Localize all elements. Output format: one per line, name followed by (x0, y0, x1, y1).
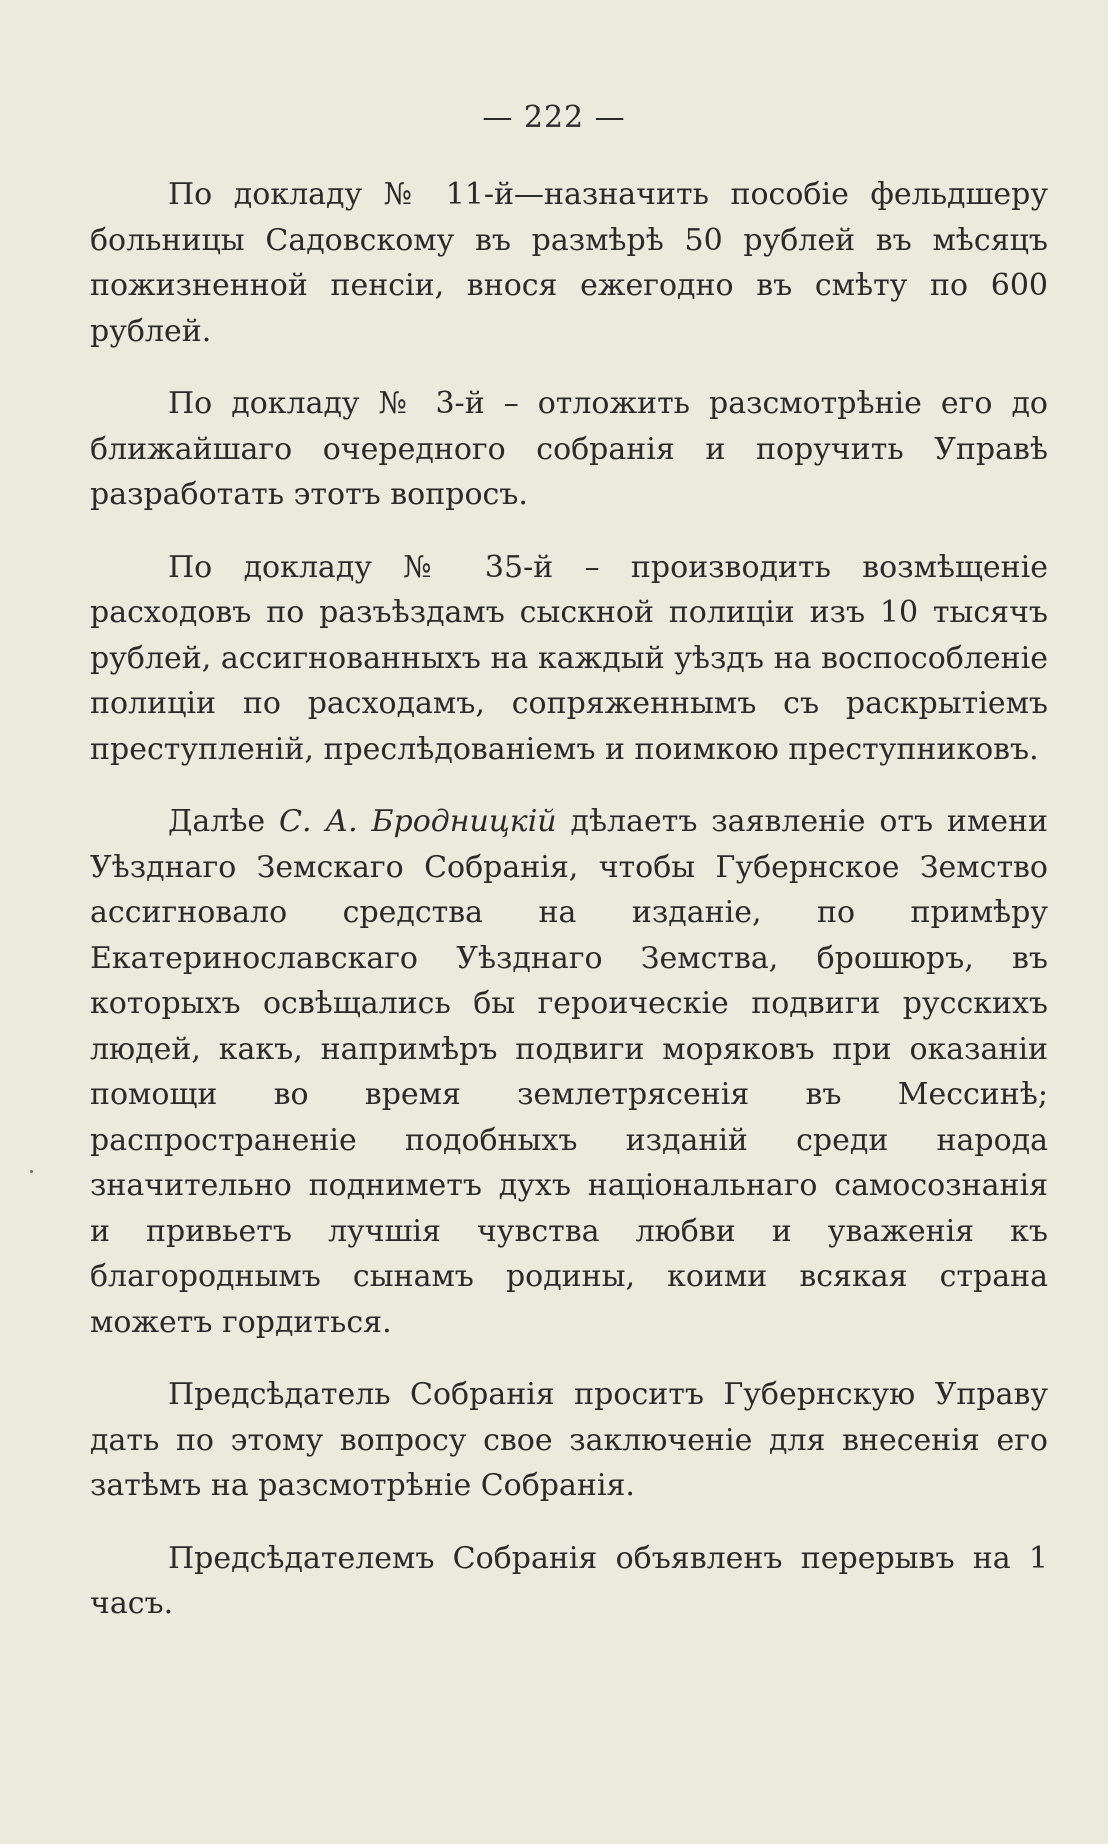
paragraph-report-11: По докладу № 11-й—назначить пособіе фельдшеру больницы Садовскому въ размѣрѣ 50 рублей въ мѣсяцъ пожизненной пенсіи, внося ежегодно въ смѣту по 600 рублей. (90, 177, 1048, 349)
paragraph-brodnitsky-statement (90, 799, 1048, 1345)
paragraph-report-35: По докладу № 35-й – производить возмѣщеніе расходовъ по разъѣздамъ сыскной полиціи изъ 10 тысячъ рублей, ассигнованныхъ на каждый уѣздъ на воспособленіе полиціи по расходамъ, сопряженнымъ съ раскрытіемъ преступленій, преслѣдованіемъ и поимкою преступниковъ. (90, 549, 1048, 767)
document-body (90, 172, 1048, 1654)
paragraph-statement-text: дѣлаетъ заявленіе отъ имени Уѣзднаго Земскаго Собранія, чтобы Губернское Земство ассигновало средства на изданіе, по примѣру Екатеринославскаго Уѣзднаго Земства, брошюръ, въ которыхъ освѣщались бы героическіе подвиги русскихъ людей, какъ, напримѣръ подвиги моряковъ при оказаніи помощи во время землетрясенія въ Мессинѣ; распространеніе подобныхъ изданій среди народа значительно подниметъ духъ національнаго самосознанія и привьетъ лучшія чувства любви и уваженія къ благороднымъ сынамъ родины, коими всякая страна можетъ гордиться. (90, 804, 1048, 1340)
paragraph-intro-text: Далѣе (168, 804, 280, 839)
paragraph-report-3: По докладу № 3-й – отложить разсмотрѣніе его до ближайшаго очередного собранія и поручить Управѣ разработать этотъ вопросъ. (90, 386, 1048, 512)
person-name: С. А. Бродницкій (279, 804, 557, 839)
paragraph-chairman-request: Предсѣдатель Собранія проситъ Губернскую Управу дать по этому вопросу свое заключеніе для внесенія его затѣмъ на разсмотрѣніе Собранія. (90, 1377, 1048, 1503)
margin-dot (30, 1170, 33, 1173)
page-number: — 222 — (482, 100, 626, 135)
paragraph-break-announcement: Предсѣдателемъ Собранія объявленъ перерывъ на 1 часъ. (90, 1540, 1048, 1621)
